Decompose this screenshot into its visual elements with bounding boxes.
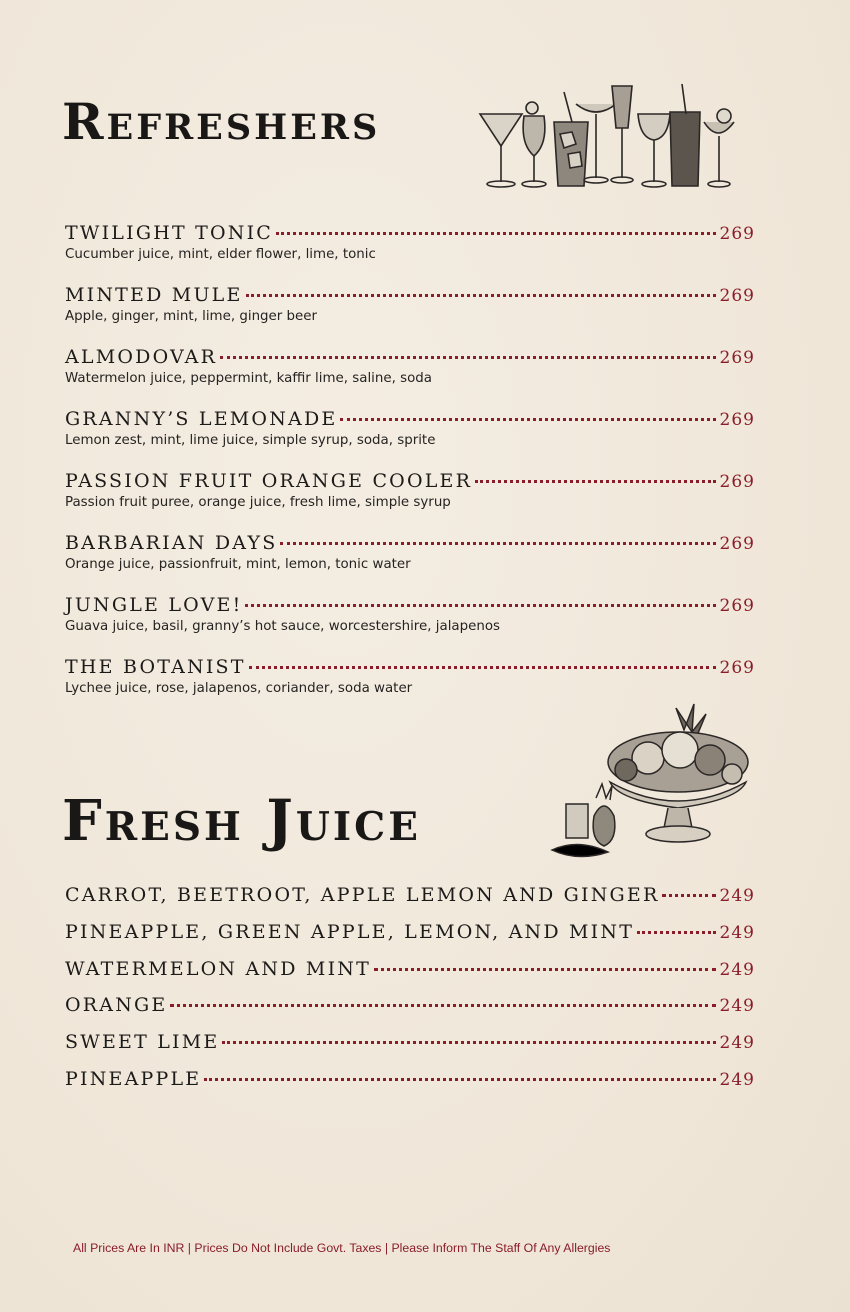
dot-leader [245, 604, 715, 607]
item-name: MINTED MULE [65, 284, 243, 306]
item-name: PINEAPPLE [65, 1068, 202, 1090]
dot-leader [222, 1041, 715, 1044]
item-name: CARROT, BEETROOT, APPLE LEMON AND GINGER [65, 884, 660, 906]
item-name: ORANGE [65, 994, 168, 1016]
item-description: Orange juice, passionfruit, mint, lemon, tonic water [65, 557, 411, 572]
item-price: 269 [719, 410, 755, 430]
menu-item [65, 958, 755, 980]
item-name: PASSION FRUIT ORANGE COOLER [65, 470, 473, 492]
menu-item [65, 594, 755, 634]
menu-item [65, 408, 755, 448]
item-description: Cucumber juice, mint, elder flower, lime, tonic [65, 247, 376, 262]
dot-leader [276, 232, 716, 235]
item-description: Guava juice, basil, granny’s hot sauce, worcestershire, jalapenos [65, 619, 501, 634]
dot-leader [340, 418, 715, 421]
item-name: WATERMELON AND MINT [65, 958, 371, 980]
dot-leader [662, 894, 715, 897]
dot-leader [170, 1004, 715, 1007]
dot-leader [204, 1078, 715, 1081]
item-description: Passion fruit puree, orange juice, fresh lime, simple syrup [65, 495, 451, 510]
item-price: 269 [719, 224, 755, 244]
item-name: JUNGLE LOVE! [65, 594, 243, 616]
item-price: 269 [719, 596, 755, 616]
item-name: GRANNY’S LEMONADE [65, 408, 338, 430]
item-price: 249 [719, 923, 755, 943]
item-price: 249 [719, 1033, 755, 1053]
item-price: 249 [719, 1070, 755, 1090]
item-price: 269 [719, 472, 755, 492]
menu-item [65, 994, 755, 1016]
menu-item [65, 921, 755, 943]
dot-leader [249, 666, 716, 669]
item-name: ALMODOVAR [65, 346, 218, 368]
item-price: 249 [719, 996, 755, 1016]
menu-item [65, 656, 755, 696]
item-price: 269 [719, 534, 755, 554]
menu-item [65, 1031, 755, 1053]
item-name: THE BOTANIST [65, 656, 246, 678]
item-price: 269 [719, 348, 755, 368]
menu-item [65, 284, 755, 324]
dot-leader [475, 480, 715, 483]
dot-leader [220, 356, 715, 359]
item-price: 249 [719, 960, 755, 980]
item-name: BARBARIAN DAYS [65, 532, 278, 554]
menu-item [65, 346, 755, 386]
dot-leader [637, 931, 715, 934]
item-price: 249 [719, 886, 755, 906]
section-title-fresh-juice: Fresh Juice [62, 788, 421, 854]
dot-leader [374, 968, 716, 971]
menu-item [65, 532, 755, 572]
menu-item [65, 222, 755, 262]
menu-item [65, 884, 755, 906]
menu-item [65, 470, 755, 510]
item-name: SWEET LIME [65, 1031, 220, 1053]
dot-leader [280, 542, 715, 545]
item-description: Watermelon juice, peppermint, kaffir lime, saline, soda [65, 371, 432, 386]
footer-note: All Prices Are In INR | Prices Do Not Include Govt. Taxes | Please Inform The Staff Of Any Allergies [73, 1241, 611, 1255]
cocktail-glasses-illustration [472, 74, 742, 200]
item-price: 269 [719, 286, 755, 306]
item-price: 269 [719, 658, 755, 678]
item-description: Lychee juice, rose, jalapenos, coriander, soda water [65, 681, 413, 696]
item-name: PINEAPPLE, GREEN APPLE, LEMON, AND MINT [65, 921, 635, 943]
item-name: TWILIGHT TONIC [65, 222, 274, 244]
section-title-refreshers: Refreshers [62, 92, 381, 151]
dot-leader [246, 294, 716, 297]
fruit-bowl-illustration [548, 700, 753, 865]
menu-item [65, 1068, 755, 1090]
item-description: Apple, ginger, mint, lime, ginger beer [65, 309, 318, 324]
item-description: Lemon zest, mint, lime juice, simple syrup, soda, sprite [65, 433, 436, 448]
